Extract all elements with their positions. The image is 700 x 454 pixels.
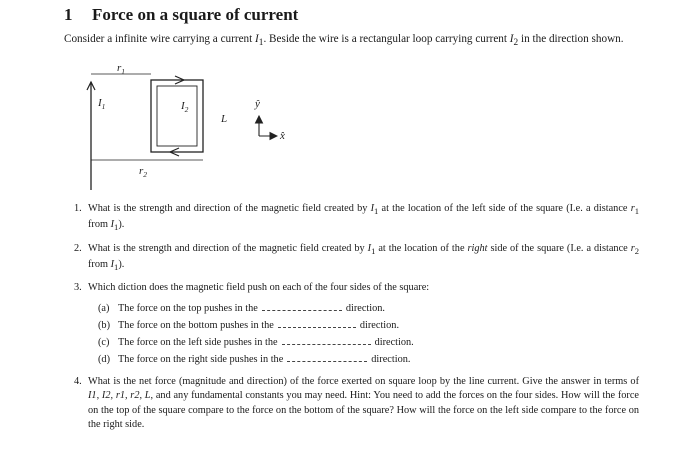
q1-var-2: r: [630, 203, 635, 214]
subquestion-suffix: direction.: [345, 303, 385, 315]
q1-sub-3: 1: [114, 222, 119, 233]
label-l: L: [221, 113, 228, 125]
square-loop: [151, 80, 203, 152]
q2-sub-3: 1: [114, 261, 119, 272]
section-title: Force on a square of current: [92, 5, 299, 24]
question-2: [64, 242, 639, 275]
q1-text-2: at the location of the left side of the square (I.e. a distance: [378, 203, 631, 214]
question-3: [64, 281, 639, 295]
q2-text-4: from: [88, 258, 111, 270]
q2-text-3: side of the square (I.e. a distance: [487, 242, 631, 254]
q4-variables: I1, I2, r1, r2, L: [88, 390, 151, 402]
subquestion-label: (b): [98, 320, 111, 332]
q1-var-3: I: [110, 219, 115, 231]
q2-text-2: at the location of the: [375, 242, 468, 254]
label-r1: $r_1$: [117, 62, 126, 76]
q2-sub-1: 1: [371, 245, 376, 256]
q2-text-5: ).: [118, 258, 125, 270]
q1-sub-2: 1: [634, 206, 639, 217]
q2-var-3: I: [110, 258, 115, 270]
subquestion-label: (d): [98, 354, 111, 366]
answer-blank[interactable]: [287, 351, 367, 362]
q4-text-1: What is the net force (magnitude and direction) of the force exerted on square loop by the line current. Give the answer in terms of: [88, 376, 639, 388]
answer-blank[interactable]: [278, 317, 356, 328]
subquestion-a: [98, 300, 639, 317]
subquestion-c: [98, 334, 639, 351]
subquestion-label: (a): [98, 303, 110, 315]
subquestion-suffix: direction.: [374, 337, 414, 349]
q2-sub-2: 2: [634, 245, 639, 256]
label-i2: $I_2$: [181, 100, 189, 114]
intro-var-i1: I: [255, 33, 259, 45]
label-y-hat: ŷ: [255, 98, 260, 110]
subquestion-text: The force on the left side pushes in the: [118, 337, 278, 349]
question-number: 2.: [74, 242, 82, 254]
intro-text-3: in the direction shown.: [518, 33, 624, 45]
q1-var-1: I: [370, 203, 375, 214]
question-4: [64, 375, 639, 432]
intro-paragraph: [64, 32, 640, 51]
q2-emphasis: right: [467, 242, 488, 254]
label-x-hat: x̂: [280, 130, 285, 142]
intro-text-1: Consider a infinite wire carrying a current: [64, 33, 256, 45]
answer-blank[interactable]: [282, 334, 371, 345]
subquestion-b: [98, 317, 639, 334]
subquestion-label: (c): [98, 337, 110, 349]
q1-text-1: What is the strength and direction of the magnetic field created by: [88, 203, 371, 214]
q3-text: Which diction does the magnetic field push on each of the four sides of the square:: [88, 282, 430, 293]
subquestion-text: The force on the bottom pushes in the: [118, 320, 274, 332]
subquestion-text: The force on the top pushes in the: [118, 303, 258, 315]
section-heading: [64, 5, 298, 25]
intro-var-i2: I: [509, 33, 514, 45]
question-1: [64, 202, 639, 235]
label-i1: $I_1$: [98, 97, 106, 111]
label-r2: $r_2$: [139, 165, 148, 179]
q1-text-4: ).: [118, 219, 125, 231]
section-number: 1: [64, 5, 73, 24]
subquestion-suffix: direction.: [359, 320, 400, 332]
question-3-subparts: [64, 300, 639, 368]
wire-loop-diagram: [85, 62, 315, 192]
square-loop-inner: [157, 86, 197, 146]
q4-text-2: , and any fundamental constants you may need. Hint: You need to add the forces on the four sides. How will the force on the top of the square compare to the force on the bottom of the square? How will the force on the left side compare to the force on the right side.: [88, 390, 639, 430]
subquestion-text: The force on the right side pushes in the: [118, 354, 284, 366]
question-number: 4.: [74, 376, 82, 388]
q2-var-2: r: [630, 242, 635, 254]
question-number: 1.: [74, 203, 82, 214]
answer-blank[interactable]: [262, 300, 342, 311]
subquestion-suffix: direction.: [371, 354, 411, 366]
intro-sub-2: 2: [513, 38, 519, 49]
question-list: [64, 202, 639, 432]
q1-text-3: from: [88, 219, 111, 231]
subquestion-d: [98, 351, 639, 368]
q1-sub-1: 1: [374, 206, 379, 217]
q2-text-1: What is the strength and direction of the magnetic field created by: [88, 242, 368, 254]
intro-sub-1: 1: [258, 38, 264, 49]
q2-var-1: I: [367, 242, 372, 254]
intro-text-2: . Beside the wire is a rectangular loop carrying current: [263, 33, 510, 45]
question-number: 3.: [74, 282, 82, 293]
